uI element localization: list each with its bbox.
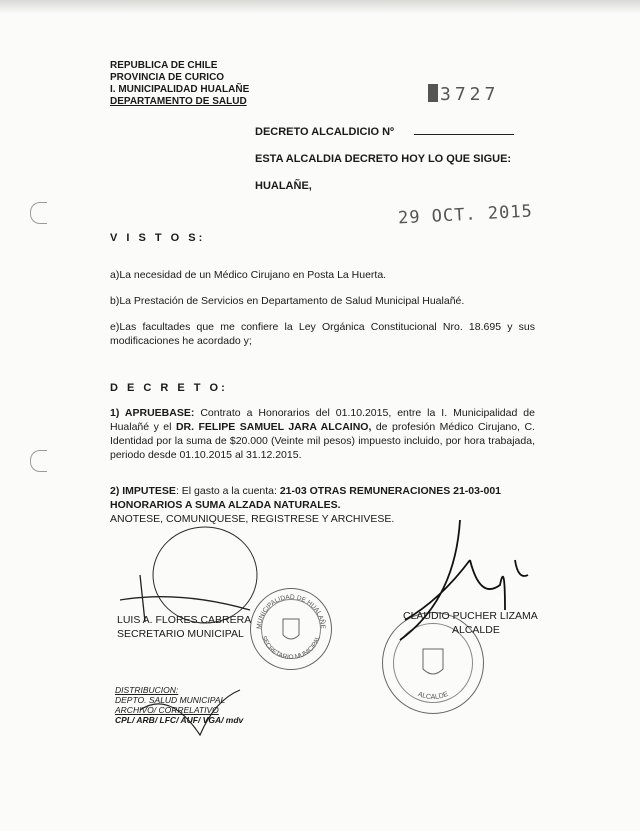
decree-number-line: DECRETO ALCALDICIO Nº — [255, 126, 514, 138]
distribution-line-2: ARCHIVO/ CORRELATIVO — [115, 705, 219, 715]
letterhead-province: PROVINCIA DE CURICO — [110, 72, 225, 83]
closing-formula: ANOTESE, COMUNIQUESE, REGISTRESE Y ARCHIVESE. — [110, 513, 395, 525]
vistos-item-a: a)La necesidad de un Médico Cirujano en Posta La Huerta. — [110, 269, 387, 281]
decreto-heading: D E C R E T O: — [110, 382, 228, 394]
mayor-title: ALCALDE — [452, 624, 500, 636]
item2-account: 21-03 OTRAS REMUNERACIONES 21-03-001 HONORARIOS A SUMA ALZADA NATURALES. — [110, 485, 501, 511]
item1-text-b: de profesión Médico Cirujano, C. Identidad por la suma de $20.000 (Veinte mil pesos) impuesto incluido, por hora trabajada, periodo desde 01.10.2015 al 31.12.2015. — [110, 421, 535, 461]
distribution-block — [115, 685, 243, 725]
item2-label: 2) IMPUTESE — [110, 485, 176, 497]
secretary-title: SECRETARIO MUNICIPAL — [117, 628, 244, 640]
seal-bottom-text: SECRETARIO MUNICIPAL — [260, 635, 322, 661]
item1-label: 1) APRUEBASE: — [110, 407, 195, 419]
decree-intro: ESTA ALCALDIA DECRETO HOY LO QUE SIGUE: — [255, 153, 512, 165]
item2-text-a: : El gasto a la cuenta: — [175, 485, 280, 497]
item1-name: DR. FELIPE SAMUEL JARA ALCAINO, — [175, 421, 372, 433]
distribution-initials: CPL/ ARB/ LFC/ AUF/ VGA/ mdv — [115, 715, 244, 725]
item1-text-a: Contrato a Honorarios del 01.10.2015, entre la I. Municipalidad de Hualañé y el — [110, 407, 535, 433]
letterhead-country: REPUBLICA DE CHILE — [110, 60, 218, 71]
distribution-line-1: DEPTO. SALUD MUNICIPAL — [115, 695, 226, 705]
place-label: HUALAÑE, — [255, 180, 312, 192]
seal-top-text: MUNICIPALIDAD DE HUALAÑE — [255, 593, 327, 630]
letterhead-municipality: I. MUNICIPALIDAD HUALAÑE — [110, 84, 250, 95]
mayor-signature — [400, 520, 528, 640]
date-stamp: 29 OCT. 2015 — [397, 201, 534, 229]
vistos-item-e: e)Las facultades que me confiere la Ley Orgánica Constitucional Nro. 18.695 y sus modificaciones he acordado y; — [110, 321, 535, 347]
vistos-item-b: b)La Prestación de Servicios en Departamento de Salud Municipal Hualañé. — [110, 295, 465, 307]
letterhead-department: DEPARTAMENTO DE SALUD — [110, 96, 247, 107]
decree-number-stamp: 3727 — [428, 84, 499, 105]
secretary-name: LUIS A. FLORES CABRERA — [117, 614, 252, 626]
mayor-name: CLAUDIO PUCHER LIZAMA — [403, 610, 538, 622]
distribution-heading: DISTRIBUCION: — [115, 685, 179, 695]
vistos-heading: V I S T O S: — [110, 232, 206, 244]
mayor-seal-text: ALCALDE — [416, 690, 450, 701]
secretary-signature — [153, 527, 257, 623]
